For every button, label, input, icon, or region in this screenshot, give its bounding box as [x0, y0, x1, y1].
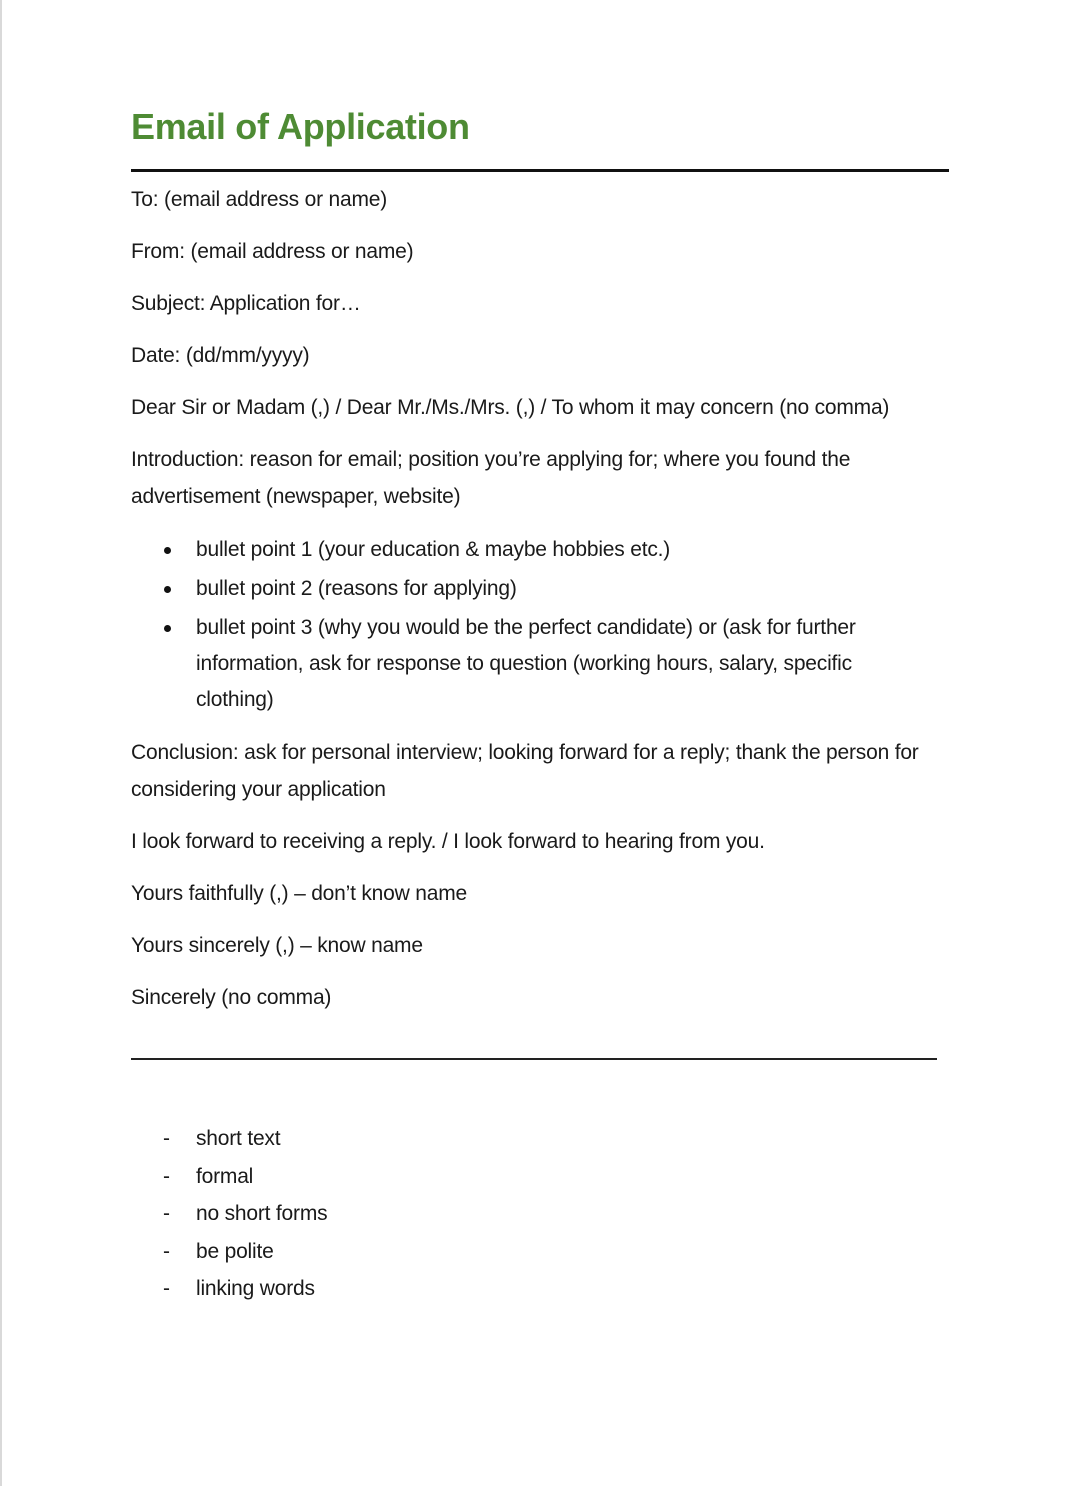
dash-marker: - [163, 1239, 170, 1263]
title-divider [131, 169, 949, 172]
tip-text: be polite [196, 1239, 274, 1263]
list-item [131, 1120, 327, 1158]
list-item [131, 532, 896, 568]
bullet-text: bullet point 2 (reasons for applying) [196, 577, 517, 600]
list-item [131, 1270, 327, 1308]
list-item [131, 571, 896, 607]
closing-line: I look forward to receiving a reply. / I look forward to hearing from you. [131, 830, 765, 853]
bullet-text: bullet point 1 (your education & maybe hobbies etc.) [196, 538, 671, 561]
dash-marker: - [163, 1164, 170, 1188]
list-item [131, 1195, 327, 1233]
bullet-icon [164, 586, 171, 593]
section-divider [131, 1058, 937, 1060]
tip-text: linking words [196, 1277, 315, 1300]
signoff-sincerely: Yours sincerely (,) – know name [131, 934, 423, 957]
tips-list [131, 1120, 327, 1308]
page-edge [0, 0, 2, 1486]
tip-text: no short forms [196, 1202, 328, 1225]
to-field: To: (email address or name) [131, 188, 388, 211]
salutation: Dear Sir or Madam (,) / Dear Mr./Ms./Mrs. (,) / To whom it may concern (no comma) [131, 396, 890, 419]
list-item [131, 610, 896, 718]
from-field: From: (email address or name) [131, 240, 414, 263]
signoff-faithfully: Yours faithfully (,) – don’t know name [131, 882, 467, 905]
bullet-text: bullet point 3 (why you would be the perfect candidate) or (ask for further information, ask for response to question (working hours, salary, specific clothing) [196, 616, 856, 711]
list-item [131, 1233, 327, 1271]
introduction: Introduction: reason for email; position you’re applying for; where you found the advertisement (newspaper, website) [131, 448, 851, 508]
document-title: Email of Application [131, 106, 470, 147]
bullet-list [131, 532, 949, 718]
tip-text: short text [196, 1127, 281, 1150]
conclusion: Conclusion: ask for personal interview; looking forward for a reply; thank the person for considering your application [131, 741, 919, 801]
subject-field: Subject: Application for… [131, 292, 361, 315]
tip-text: formal [196, 1164, 254, 1188]
list-item [131, 1158, 327, 1196]
bullet-icon [164, 625, 171, 632]
bullet-icon [164, 547, 171, 554]
date-field: Date: (dd/mm/yyyy) [131, 344, 310, 367]
signoff-no-comma: Sincerely (no comma) [131, 986, 332, 1009]
dash-marker: - [163, 1202, 170, 1225]
dash-marker: - [163, 1127, 170, 1150]
dash-marker: - [163, 1277, 170, 1300]
